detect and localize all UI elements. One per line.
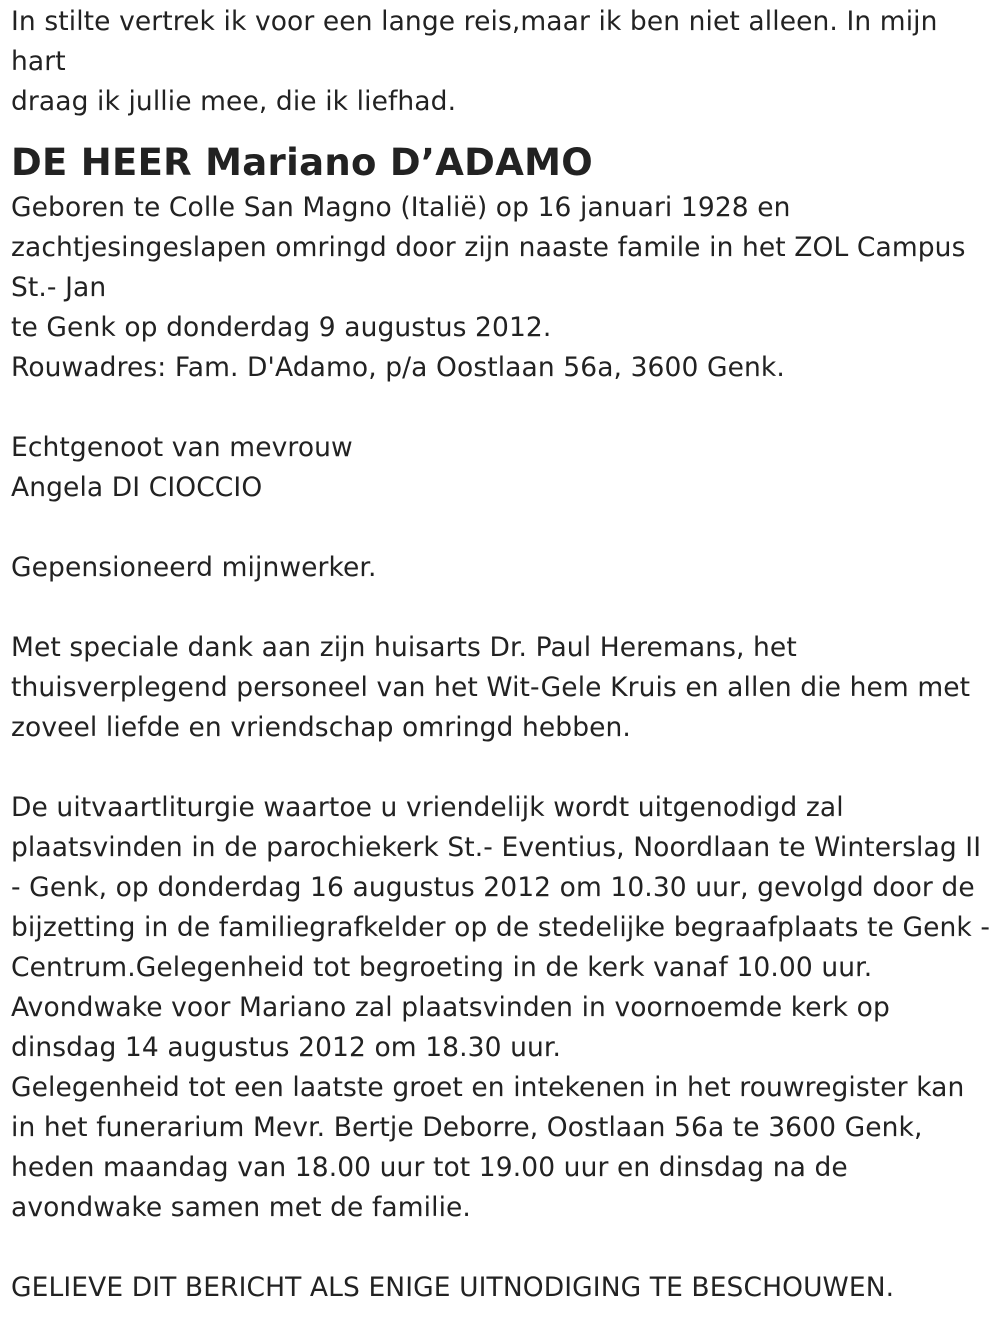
spacer [11, 748, 991, 788]
spouse-line: Echtgenoot van mevrouw [11, 432, 353, 463]
intro-line: In stilte vertrek ik voor een lange reis,maar ik ben niet alleen. In mijn [11, 6, 938, 37]
funeral-line: avondwake samen met de familie. [11, 1192, 471, 1223]
funeral-section [11, 788, 991, 1228]
funeral-line: heden maandag van 18.00 uur tot 19.00 uur en dinsdag na de [11, 1152, 848, 1183]
spouse-name: Angela DI CIOCCIO [11, 472, 263, 503]
thanks-line: zoveel liefde en vriendschap omringd hebben. [11, 712, 631, 743]
thanks-line: Met speciale dank aan zijn huisarts Dr. Paul Heremans, het [11, 632, 797, 663]
mourning-address: Rouwadres: Fam. D'Adamo, p/a Oostlaan 56a, 3600 Genk. [11, 352, 785, 383]
thanks-line: thuisverplegend personeel van het Wit-Gele Kruis en allen die hem met [11, 672, 971, 703]
funeral-line: Centrum.Gelegenheid tot begroeting in de kerk vanaf 10.00 uur. [11, 952, 873, 983]
closing-section [11, 1268, 991, 1308]
birth-line: Geboren te Colle San Magno (Italië) op 16 januari 1928 en [11, 192, 791, 223]
spacer [11, 388, 991, 428]
obituary-notice [11, 2, 991, 1308]
intro-line: hart [11, 46, 66, 77]
birth-line: zachtjesingeslapen omringd door zijn naaste famile in het ZOL Campus [11, 232, 966, 263]
occupation-line: Gepensioneerd mijnwerker. [11, 552, 377, 583]
funeral-line: in het funerarium Mevr. Bertje Deborre, Oostlaan 56a te 3600 Genk, [11, 1112, 923, 1143]
birth-line: te Genk op donderdag 9 augustus 2012. [11, 312, 552, 343]
birth-and-death-section [11, 188, 991, 388]
closing-line: GELIEVE DIT BERICHT ALS ENIGE UITNODIGING TE BESCHOUWEN. [11, 1272, 895, 1303]
occupation-section [11, 548, 991, 588]
funeral-line: De uitvaartliturgie waartoe u vriendelijk wordt uitgenodigd zal [11, 792, 844, 823]
deceased-name-title: DE HEER Mariano D’ADAMO [11, 141, 594, 184]
intro-line: draag ik jullie mee, die ik liefhad. [11, 86, 457, 117]
funeral-line: Avondwake voor Mariano zal plaatsvinden in voornoemde kerk op [11, 992, 890, 1023]
spacer [11, 508, 991, 548]
funeral-line: plaatsvinden in de parochiekerk St.- Eventius, Noordlaan te Winterslag II [11, 832, 982, 863]
thanks-section [11, 628, 991, 748]
spacer [11, 588, 991, 628]
spouse-section [11, 428, 991, 508]
birth-line: St.- Jan [11, 272, 107, 303]
funeral-line: dinsdag 14 augustus 2012 om 18.30 uur. [11, 1032, 561, 1063]
funeral-line: - Genk, op donderdag 16 augustus 2012 om 10.30 uur, gevolgd door de [11, 872, 975, 903]
funeral-line: bijzetting in de familiegrafkelder op de stedelijke begraafplaats te Genk - [11, 912, 991, 943]
spacer [11, 1228, 991, 1268]
funeral-line: Gelegenheid tot een laatste groet en intekenen in het rouwregister kan [11, 1072, 965, 1103]
intro-poem [11, 2, 991, 122]
